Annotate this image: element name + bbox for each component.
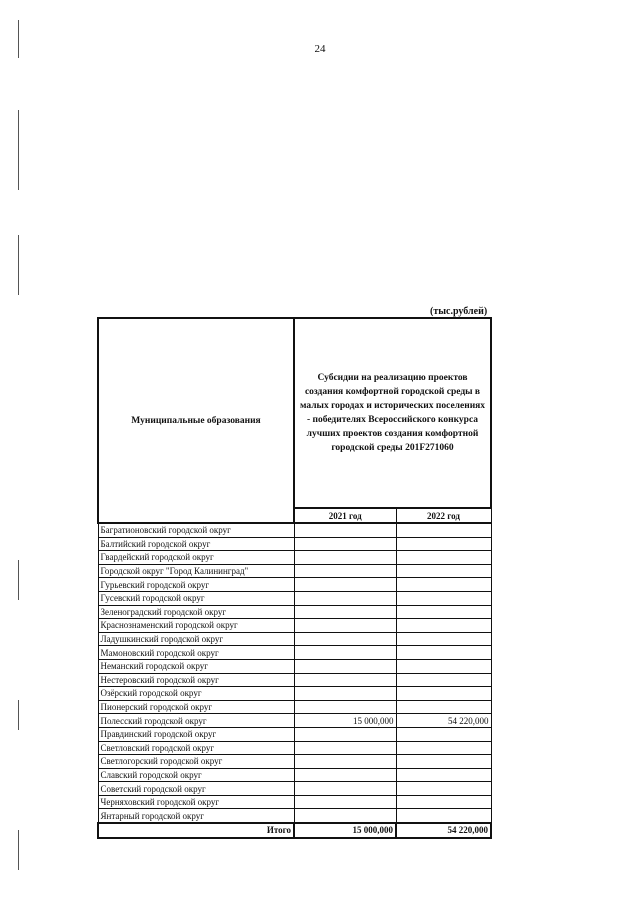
municipality-name: Зеленоградский городской округ <box>98 605 294 619</box>
municipality-name: Городской округ "Город Калининград" <box>98 564 294 578</box>
total-label: Итого <box>98 823 294 838</box>
municipality-name: Гурьевский городской округ <box>98 578 294 592</box>
table-row <box>98 591 491 605</box>
value-2021 <box>294 727 396 741</box>
total-2022: 54 220,000 <box>396 823 491 838</box>
municipality-name: Неманский городской округ <box>98 659 294 673</box>
table-row <box>98 564 491 578</box>
value-2022 <box>396 768 491 782</box>
value-2021 <box>294 795 396 809</box>
value-2022 <box>396 564 491 578</box>
table-row <box>98 714 491 728</box>
municipality-name: Балтийский городской округ <box>98 537 294 551</box>
table-row <box>98 551 491 565</box>
table-row <box>98 687 491 701</box>
scan-mark <box>18 235 19 295</box>
value-2021: 15 000,000 <box>294 714 396 728</box>
value-2022 <box>396 687 491 701</box>
table-row <box>98 619 491 633</box>
municipality-name: Полесский городской округ <box>98 714 294 728</box>
value-2022 <box>396 741 491 755</box>
value-2022 <box>396 591 491 605</box>
value-2021 <box>294 687 396 701</box>
value-2021 <box>294 673 396 687</box>
value-2022 <box>396 632 491 646</box>
value-2021 <box>294 523 396 537</box>
table-row <box>98 727 491 741</box>
scan-mark <box>18 560 19 600</box>
municipality-name: Ладушкинский городской округ <box>98 632 294 646</box>
value-2021 <box>294 551 396 565</box>
value-2021 <box>294 619 396 633</box>
value-2021 <box>294 741 396 755</box>
value-2022 <box>396 605 491 619</box>
units-label: (тыс.рублей) <box>430 306 488 317</box>
value-2021 <box>294 578 396 592</box>
table-row <box>98 673 491 687</box>
year-2022-header: 2022 год <box>396 508 491 523</box>
municipality-name: Багратионовский городской округ <box>98 523 294 537</box>
municipality-name: Светловский городской округ <box>98 741 294 755</box>
value-2022 <box>396 809 491 823</box>
municipality-name: Светлогорский городской округ <box>98 755 294 769</box>
value-2021 <box>294 591 396 605</box>
value-2022 <box>396 523 491 537</box>
value-2022 <box>396 795 491 809</box>
municipality-name: Краснознаменский городской округ <box>98 619 294 633</box>
subsidy-table <box>97 317 492 839</box>
municipality-name: Мамоновский городской округ <box>98 646 294 660</box>
scan-mark <box>18 110 19 190</box>
scan-mark <box>18 700 19 730</box>
table-row <box>98 700 491 714</box>
scan-mark <box>18 830 19 870</box>
value-2021 <box>294 755 396 769</box>
value-2022 <box>396 755 491 769</box>
municipality-column-header: Муниципальные образования <box>98 318 294 523</box>
table-row <box>98 659 491 673</box>
year-2021-header: 2021 год <box>294 508 396 523</box>
value-2022 <box>396 578 491 592</box>
table-row <box>98 578 491 592</box>
value-2021 <box>294 646 396 660</box>
value-2021 <box>294 605 396 619</box>
subsidy-column-header: Субсидии на реализацию проектов создания комфортной городской среды в малых городах и исторических поселениях - победителях Всероссийского конкурса лучших проектов создания комфортной городской среды 201F271060 <box>294 318 491 508</box>
table-row <box>98 605 491 619</box>
total-row <box>98 823 491 838</box>
municipality-name: Советский городской округ <box>98 782 294 796</box>
table-row <box>98 768 491 782</box>
table-row <box>98 646 491 660</box>
value-2021 <box>294 537 396 551</box>
municipality-name: Славский городской округ <box>98 768 294 782</box>
value-2021 <box>294 768 396 782</box>
table-row <box>98 632 491 646</box>
value-2022 <box>396 673 491 687</box>
value-2021 <box>294 782 396 796</box>
table-row <box>98 741 491 755</box>
table-row <box>98 782 491 796</box>
value-2021 <box>294 659 396 673</box>
municipality-name: Правдинский городской округ <box>98 727 294 741</box>
municipality-name: Гусевский городской округ <box>98 591 294 605</box>
municipality-name: Янтарный городской округ <box>98 809 294 823</box>
table-row <box>98 755 491 769</box>
total-2021: 15 000,000 <box>294 823 396 838</box>
table-row <box>98 795 491 809</box>
municipality-name: Озёрский городской округ <box>98 687 294 701</box>
table-row <box>98 809 491 823</box>
value-2021 <box>294 809 396 823</box>
municipality-name: Черняховский городской округ <box>98 795 294 809</box>
table-row <box>98 537 491 551</box>
value-2022 <box>396 551 491 565</box>
value-2022 <box>396 659 491 673</box>
value-2021 <box>294 700 396 714</box>
value-2021 <box>294 632 396 646</box>
value-2022 <box>396 537 491 551</box>
value-2022 <box>396 727 491 741</box>
value-2022: 54 220,000 <box>396 714 491 728</box>
page-number: 24 <box>314 43 326 55</box>
value-2022 <box>396 646 491 660</box>
table-header-row <box>98 318 491 508</box>
municipality-name: Пионерский городской округ <box>98 700 294 714</box>
municipality-name: Нестеровский городской округ <box>98 673 294 687</box>
municipality-name: Гвардейский городской округ <box>98 551 294 565</box>
value-2022 <box>396 619 491 633</box>
value-2021 <box>294 564 396 578</box>
table-row <box>98 523 491 537</box>
value-2022 <box>396 700 491 714</box>
value-2022 <box>396 782 491 796</box>
